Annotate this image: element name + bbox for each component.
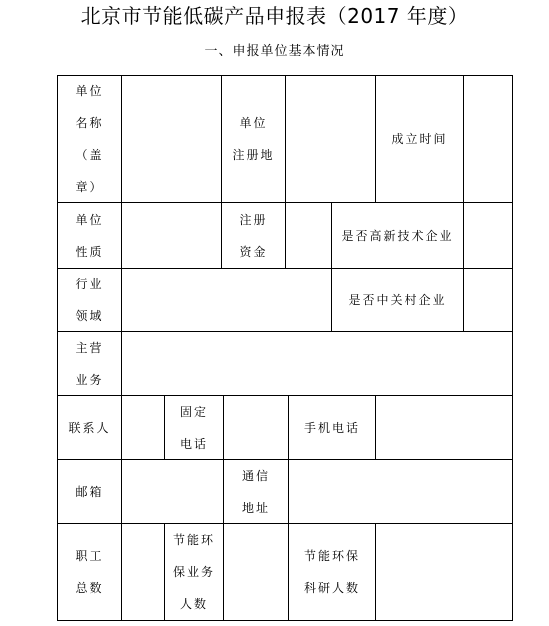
landline-phone-label: 固定 电话 (179, 404, 208, 451)
registered-address-label: 单位 注册地 (232, 116, 275, 162)
energy-business-staff-field[interactable] (224, 524, 288, 620)
unit-name-field[interactable] (122, 76, 221, 202)
high-tech-enterprise-field[interactable] (464, 203, 512, 268)
registered-capital-field[interactable] (286, 203, 331, 268)
established-time-label: 成立时间 (391, 132, 448, 146)
total-employees-label: 职工 总数 (75, 549, 104, 595)
registered-address-field[interactable] (286, 76, 375, 202)
email-label: 邮箱 (75, 484, 104, 499)
email-field[interactable] (122, 460, 223, 523)
zhongguancun-enterprise-label: 是否中关村企业 (348, 293, 447, 307)
mobile-phone-label: 手机电话 (303, 420, 360, 435)
unit-name-label: 单位 名称 （盖 章） (75, 84, 104, 194)
high-tech-enterprise-label: 是否高新技术企业 (341, 228, 454, 243)
unit-nature-field[interactable] (122, 203, 221, 268)
contact-person-label: 联系人 (68, 420, 111, 435)
mailing-address-field[interactable] (289, 460, 512, 523)
contact-person-field[interactable] (122, 396, 164, 459)
zhongguancun-enterprise-field[interactable] (464, 269, 512, 331)
table-rule (512, 75, 513, 621)
registered-capital-label: 注册 资金 (239, 212, 268, 259)
section-title: 一、申报单位基本情况 (204, 44, 345, 59)
table-rule (57, 620, 513, 621)
energy-business-staff-label: 节能环 保业务 人数 (172, 533, 215, 611)
mailing-address-label: 通信 地址 (241, 468, 270, 515)
energy-research-staff-label: 节能环保 科研人数 (303, 549, 360, 595)
unit-nature-label: 单位 性质 (75, 212, 104, 259)
mobile-phone-field[interactable] (376, 396, 512, 459)
landline-phone-field[interactable] (224, 396, 288, 459)
established-time-field[interactable] (464, 76, 512, 202)
main-business-label: 主营 业务 (75, 340, 104, 387)
main-business-field[interactable] (122, 332, 512, 395)
energy-research-staff-field[interactable] (376, 524, 512, 620)
industry-field-label: 行业 领域 (75, 277, 104, 323)
industry-field-field[interactable] (122, 269, 331, 331)
form-title: 北京市节能低碳产品申报表（2017 年度） (80, 4, 469, 28)
total-employees-field[interactable] (122, 524, 164, 620)
